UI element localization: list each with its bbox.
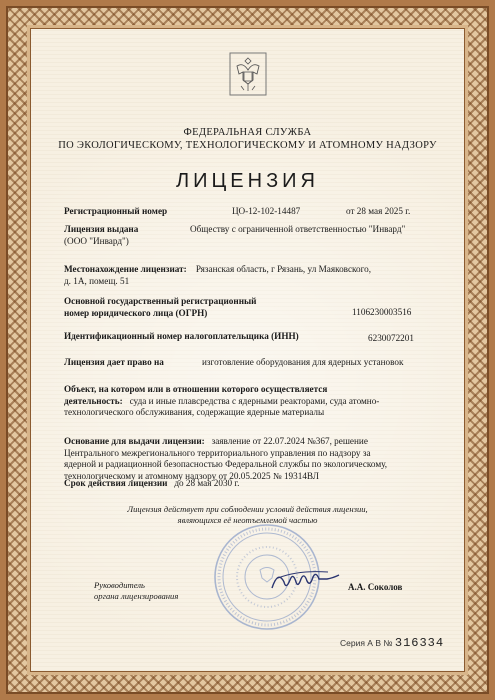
issued-to-label-line1: Лицензия выдана (64, 224, 139, 234)
issuance-basis-value-line1: заявление от 22.07.2024 №367, решение (211, 436, 368, 446)
location-value-line1: Рязанская область, г Рязань, ул Маяковского, (195, 264, 372, 274)
issued-to-value: Обществу с ограниченной ответственностью "Инвард" (190, 224, 406, 234)
license-right-label: Лицензия дает право на (64, 357, 164, 367)
agency-name-line1: ФЕДЕРАЛЬНАЯ СЛУЖБА (183, 127, 312, 138)
series-number: 316334 (394, 636, 445, 650)
document-title: ЛИЦЕНЗИЯ (176, 170, 319, 192)
issued-to-short-name: (ООО "Инвард") (64, 235, 129, 246)
ogrn-label-line2: номер юридического лица (ОГРН) (64, 307, 208, 318)
issuance-basis-value-line4: технологическому и атомному надзору от 20.05.2025 № 19314ВЛ (64, 470, 319, 481)
signatory-title (94, 580, 178, 602)
issued-to-label (64, 224, 174, 247)
validity-row (64, 478, 239, 490)
activity-object-label-line1: Объект, на котором или в отношении которого осуществляется (64, 384, 328, 394)
location-value-line2: д. 1А, помещ. 51 (64, 275, 130, 286)
registration-number-value: ЦО-12-102-14487 (232, 206, 301, 216)
handwritten-signature (268, 566, 348, 596)
license-right-value: изготовление оборудования для ядерных установок (202, 357, 404, 367)
note-line1: Лицензия действует при соблюдении условий действия лицензии, (127, 504, 368, 514)
inn-label: Идентификационный номер налогоплательщика (ИНН) (64, 331, 299, 341)
series-label: Серия А В № (340, 638, 393, 648)
signatory-title-line2: органа лицензирования (94, 591, 179, 601)
note-line2: являющихся её неотъемлемой частью (177, 515, 318, 525)
signatory-name: А.А. Соколов (348, 582, 403, 592)
agency-name-line2: ПО ЭКОЛОГИЧЕСКОМУ, ТЕХНОЛОГИЧЕСКОМУ И АТОМНОМУ НАДЗОРУ (58, 140, 437, 151)
coat-of-arms-icon (229, 52, 267, 96)
activity-object-block (64, 384, 431, 419)
registration-date: от 28 мая 2025 г. (346, 206, 411, 216)
issuance-basis-block (64, 436, 431, 482)
agency-name (40, 126, 455, 152)
form-series (340, 636, 444, 650)
ogrn-label-line1: Основной государственный регистрационный (64, 296, 257, 306)
validity-value: до 28 мая 2030 г. (174, 478, 240, 488)
registration-number-label: Регистрационный номер (64, 206, 168, 216)
activity-object-value-line1: суда и иные плавсредства с ядерными реакторами, суда атомно- (129, 395, 380, 406)
validity-label: Срок действия лицензии (64, 478, 168, 488)
signatory-title-line1: Руководитель (94, 580, 145, 590)
inn-value: 6230072201 (368, 333, 414, 343)
issuance-basis-value-line2: Центрального межрегионального территориального управления по надзору за (64, 447, 371, 458)
location-label: Местонахождение лицензиат: (64, 264, 187, 274)
location-block (64, 264, 431, 287)
activity-object-value-line2: технологического обслуживания, содержащие ядерные материалы (64, 407, 325, 417)
issuance-basis-value-line3: ядерной и радиационной безопасностью Федеральной службы по экологическому, (64, 459, 388, 469)
issuance-basis-label: Основание для выдачи лицензии: (64, 436, 205, 446)
ogrn-label (64, 296, 314, 319)
ogrn-value: 1106230003516 (352, 307, 412, 317)
activity-object-label-line2: деятельность: (64, 395, 123, 406)
